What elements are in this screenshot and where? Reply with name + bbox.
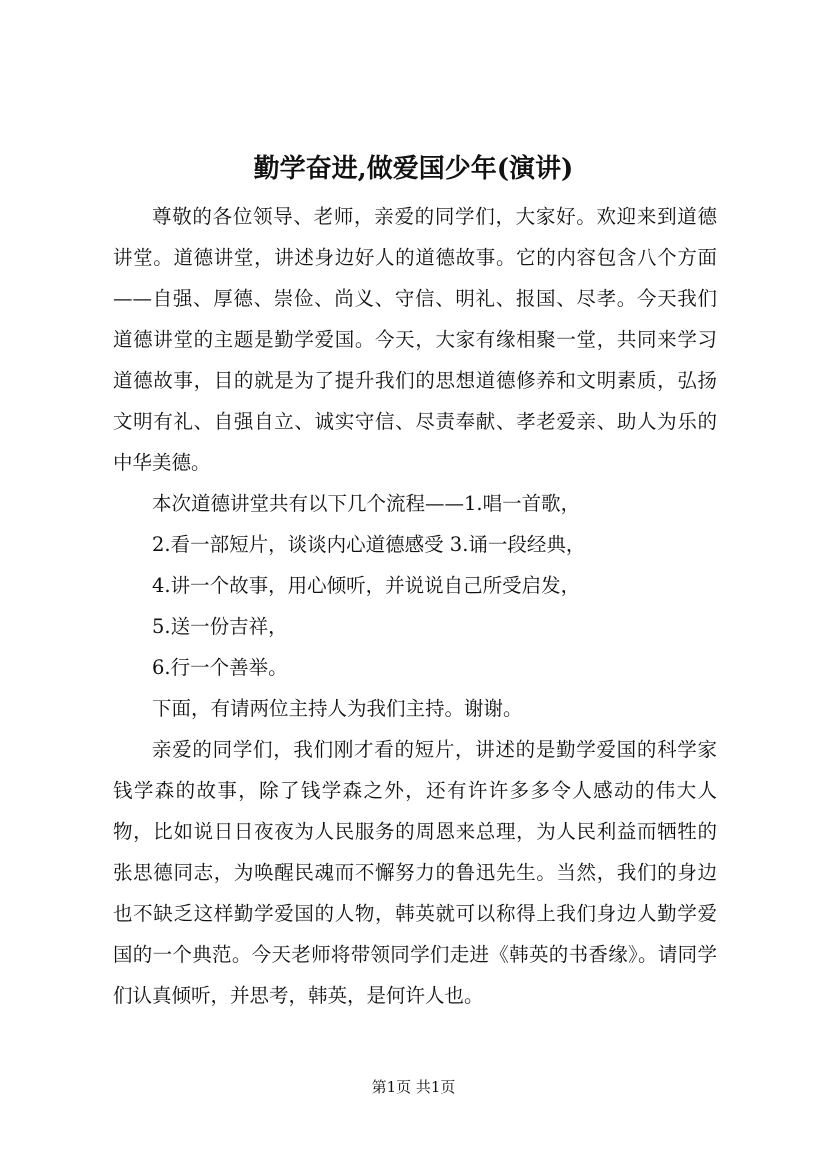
paragraph-process-intro: 本次道德讲堂共有以下几个流程——1.唱一首歌，	[152, 492, 581, 515]
paragraph-process-2-3: 2.看一部短片，谈谈内心道德感受 3.诵一段经典，	[152, 533, 586, 556]
paragraph-process-6: 6.行一个善举。	[152, 656, 288, 679]
page-number-footer: 第1页 共1页	[371, 1078, 456, 1096]
document-title: 勤学奋进,做爱国少年(演讲)	[253, 154, 574, 184]
paragraph-story-intro: 亲爱的同学们，我们刚才看的短片，讲述的是勤学爱国的科学家钱学森的故事，除了钱学森之外，还有许许多多令人感动的伟大人物，比如说日日夜夜为人民服务的周恩来总理，为人民利益而牺牲的张思德同志，为唤醒民魂而不懈努力的鲁迅先生。当然，我们的身边也不缺乏这样勤学爱国的人物，韩英就可以称得上我们身边人勤学爱国的一个典范。今天老师将带领同学们走进《韩英的书香缘》。请同学们认真倾听，并思考，韩英，是何许人也。	[113, 738, 717, 1007]
paragraph-process-5: 5.送一份吉祥，	[152, 615, 288, 638]
paragraph-process-4: 4.讲一个故事，用心倾听，并说说自己所受启发，	[152, 574, 581, 597]
paragraph-greeting: 尊敬的各位领导、老师，亲爱的同学们，大家好。欢迎来到道德讲堂。道德讲堂，讲述身边好人的道德故事。它的内容包含八个方面——自强、厚德、崇俭、尚义、守信、明礼、报国、尽孝。今天我们道德讲堂的主题是勤学爱国。今天，大家有缘相聚一堂，共同来学习道德故事，目的就是为了提升我们的思想道德修养和文明素质，弘扬文明有礼、自强自立、诚实守信、尽责奉献、孝老爱亲、助人为乐的中华美德。	[113, 205, 717, 474]
document-body	[113, 196, 717, 1016]
paragraph-host-invite: 下面，有请两位主持人为我们主持。谢谢。	[152, 697, 523, 720]
